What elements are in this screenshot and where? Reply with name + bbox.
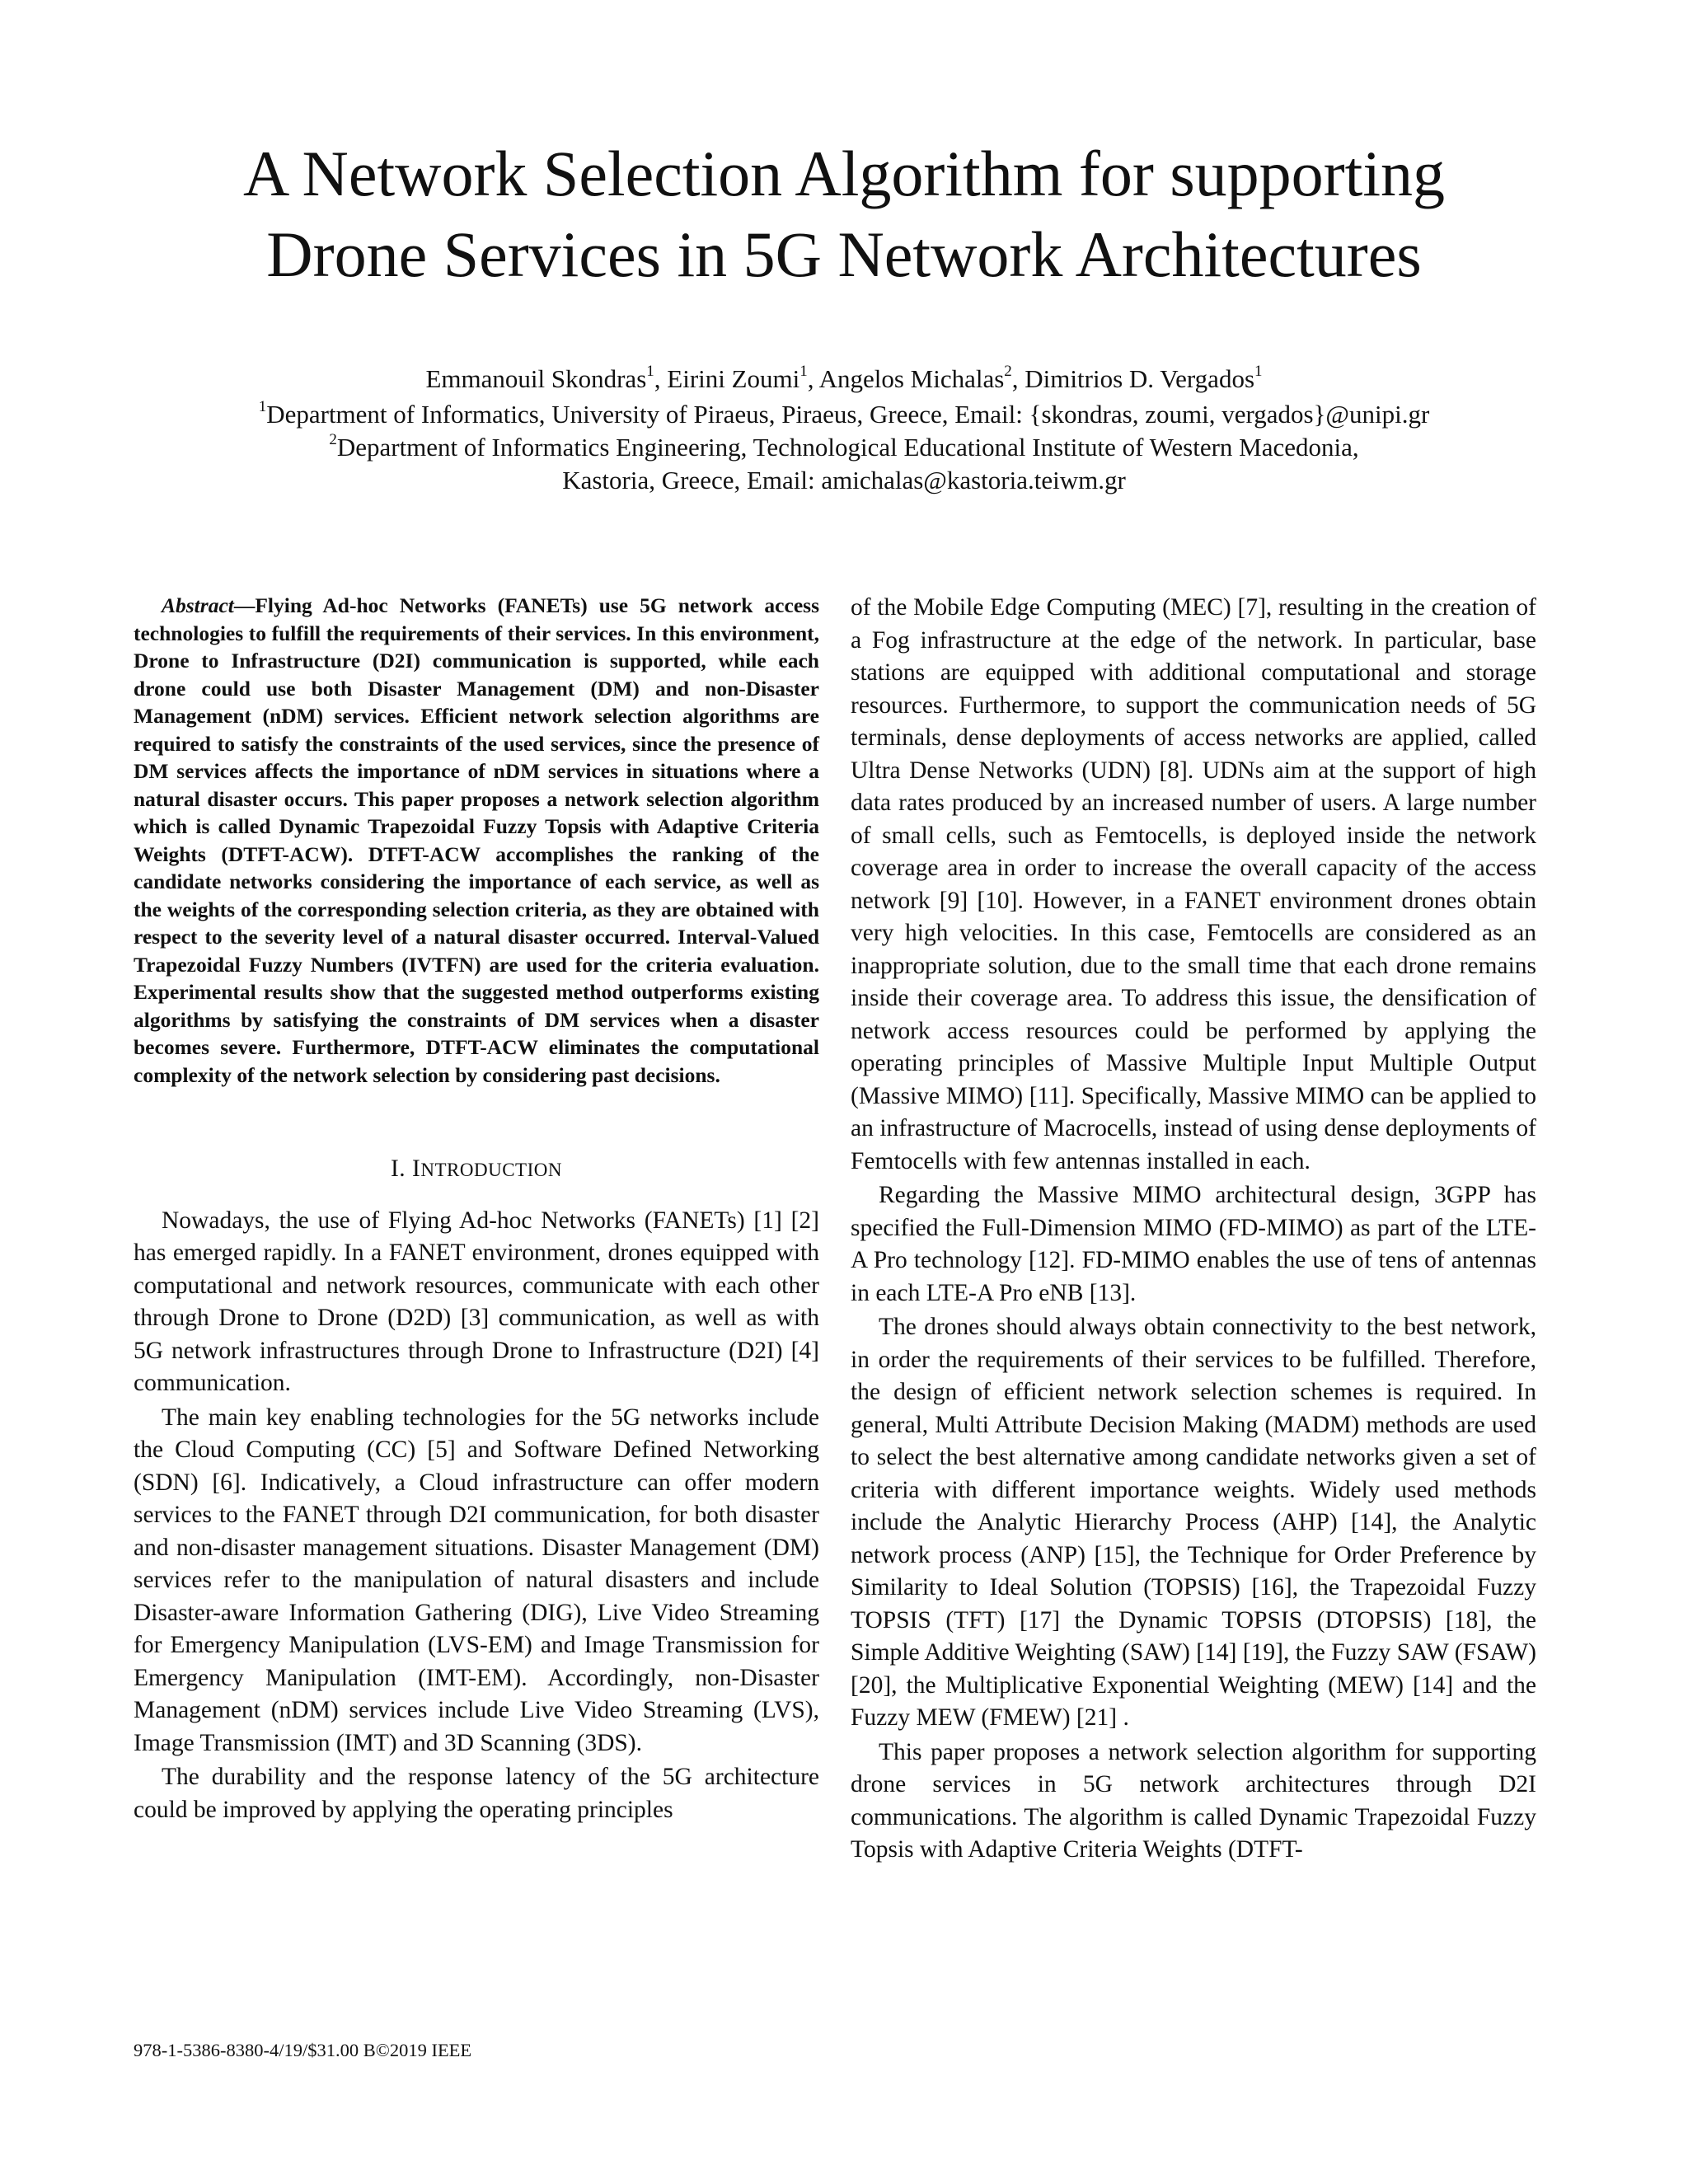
- affiliation-1: [115, 398, 1573, 431]
- affiliation-1-mark: 1: [258, 397, 267, 415]
- right-paragraph-2: Regarding the Massive MIMO architectural design, 3GPP has specified the Full-Dimension MIMO (FD-MIMO) as part of the LTE-A Pro technology [12]. FD-MIMO enables the use of tens of antennas in each LTE-A Pro eNB [13].: [851, 1182, 1536, 1306]
- section-number: I. I: [390, 1155, 421, 1182]
- author-3: Angelos Michalas: [818, 364, 1005, 393]
- abstract: [134, 592, 819, 1089]
- right-paragraph-4: This paper proposes a network selection algorithm for supporting drone services in 5G network architectures through D2I communications. The algorithm is called Dynamic Trapezoidal Fuzzy Topsis with Adaptive Criteria Weights (DTFT-: [851, 1738, 1536, 1863]
- author-names: Emmanouil Skondras$^1$, Eirini Zoumi$^1$, Angelos Michalas$^2$, Dimitrios D. Vergados$^1$: [425, 362, 1263, 393]
- author-3-affil: 2: [1004, 362, 1012, 380]
- title-line-1: A Network Selection Algorithm for supporting: [242, 138, 1445, 209]
- left-column: [134, 592, 819, 1826]
- section-heading-introduction: [134, 1153, 819, 1187]
- affiliation-1-text: Department of Informatics, University of Piraeus, Piraeus, Greece, Email: {skondras, zoumi, vergados}@unipi.gr: [266, 400, 1430, 429]
- affiliation-2: [115, 431, 1573, 464]
- paper-title: [115, 134, 1573, 295]
- author-1-affil: 1: [646, 362, 654, 380]
- right-paragraph-1: of the Mobile Edge Computing (MEC) [7], resulting in the creation of a Fog infrastructure at the edge of the network. In particular, base stations are equipped with additional computational and storage resources. Furthermore, to support the communication needs of 5G terminals, dense deployments of access networks are applied, called Ultra Dense Networks (UDN) [8]. UDNs aim at the support of high data rates produced by an increased number of users. A large number of small cells, such as Femtocells, is deployed inside the network coverage area in order to increase the overall capacity of the access network [9] [10]. However, in a FANET environment drones obtain very high velocities. In this case, Femtocells are considered as an inappropriate solution, due to the small time that each drone remains inside their coverage area. To address this issue, the densification of network access resources could be performed by applying the operating principles of Massive Multiple Input Multiple Output (Massive MIMO) [11]. Specifically, Massive MIMO can be applied to an infrastructure of Macrocells, instead of using dense deployments of Femtocells with few antennas installed in each.: [851, 594, 1536, 1174]
- author-4-affil: 1: [1254, 362, 1263, 380]
- intro-paragraph-1: Nowadays, the use of Flying Ad-hoc Networks (FANETs) [1] [2] has emerged rapidly. In a FANET environment, drones equipped with computational and network resources, communicate with each other through Drone to Drone (D2D) [3] communication, as well as with 5G network infrastructures through Drone to Infrastructure (D2I) [4] communication.: [134, 1207, 819, 1396]
- abstract-label: Abstract: [162, 593, 234, 617]
- copyright-footer: 978-1-5386-8380-4/19/$31.00 B©2019 IEEE: [134, 2040, 472, 2060]
- author-1: Emmanouil Skondras: [425, 364, 647, 393]
- intro-paragraph-3: The durability and the response latency of the 5G architecture could be improved by applying the operating principles: [134, 1764, 819, 1823]
- affiliation-2-line-2: Kastoria, Greece, Email: amichalas@kastoria.teiwm.gr: [562, 466, 1126, 494]
- section-title: NTRODUCTION: [420, 1160, 562, 1180]
- author-4: Dimitrios D. Vergados: [1025, 364, 1255, 393]
- affiliation-2-line-1: Department of Informatics Engineering, Technological Educational Institute of Western Macedonia,: [336, 433, 1359, 462]
- right-column: [851, 592, 1536, 1867]
- intro-paragraph-2: The main key enabling technologies for the 5G networks include the Cloud Computing (CC) [5] and Software Defined Networking (SDN) [6]. Indicatively, a Cloud infrastructure can offer modern services to the FANET through D2I communication, for both disaster and non-disaster management situations. Disaster Management (DM) services refer to the manipulation of natural disasters and include Disaster-aware Information Gathering (DIG), Live Video Streaming for Emergency Manipulation (LVS-EM) and Image Transmission for Emergency Manipulation (IMT-EM). Accordingly, non-Disaster Management (nDM) services include Live Video Streaming (LVS), Image Transmission (IMT) and 3D Scanning (3DS).: [134, 1404, 819, 1756]
- abstract-text: —Flying Ad-hoc Networks (FANETs) use 5G network access technologies to fulfill the requirements of their services. In this environment, Drone to Infrastructure (D2I) communication is supported, while each drone could use both Disaster Management (DM) and non-Disaster Management (nDM) services. Efficient network selection algorithms are required to satisfy the constraints of the used services, since the presence of DM services affects the importance of nDM services in situations where a natural disaster occurs. This paper proposes a network selection algorithm which is called Dynamic Trapezoidal Fuzzy Topsis with Adaptive Criteria Weights (DTFT-ACW). DTFT-ACW accomplishes the ranking of the candidate networks considering the importance of each service, as well as the weights of the corresponding selection criteria, as they are obtained with respect to the severity level of a natural disaster occurred. Interval-Valued Trapezoidal Fuzzy Numbers (IVTFN) are used for the criteria evaluation. Experimental results show that the suggested method outperforms existing algorithms by satisfying the constraints of DM services when a disaster becomes severe. Furthermore, DTFT-ACW eliminates the computational complexity of the network selection by considering past decisions.: [134, 593, 819, 1087]
- affiliation-2-cont: [115, 464, 1573, 497]
- affiliation-2-mark: 2: [329, 430, 337, 448]
- author-2: Eirini Zoumi: [667, 364, 800, 393]
- author-block: [115, 363, 1573, 497]
- author-2-affil: 1: [799, 362, 808, 380]
- title-line-2: Drone Services in 5G Network Architectures: [266, 218, 1422, 290]
- right-paragraph-3: The drones should always obtain connectivity to the best network, in order the requirements of their services to be fulfilled. Therefore, the design of efficient network selection schemes is required. In general, Multi Attribute Decision Making (MADM) methods are used to select the best alternative among candidate networks given a set of criteria with different importance weights. Widely used methods include the Analytic Hierarchy Process (AHP) [14], the Analytic network process (ANP) [15], the Technique for Order Preference by Similarity to Ideal Solution (TOPSIS) [16], the Trapezoidal Fuzzy TOPSIS (TFT) [17] the Dynamic TOPSIS (DTOPSIS) [18], the Simple Additive Weighting (SAW) [14] [19], the Fuzzy SAW (FSAW) [20], the Multiplicative Exponential Weighting (MEW) [14] and the Fuzzy MEW (FMEW) [21] .: [851, 1314, 1536, 1731]
